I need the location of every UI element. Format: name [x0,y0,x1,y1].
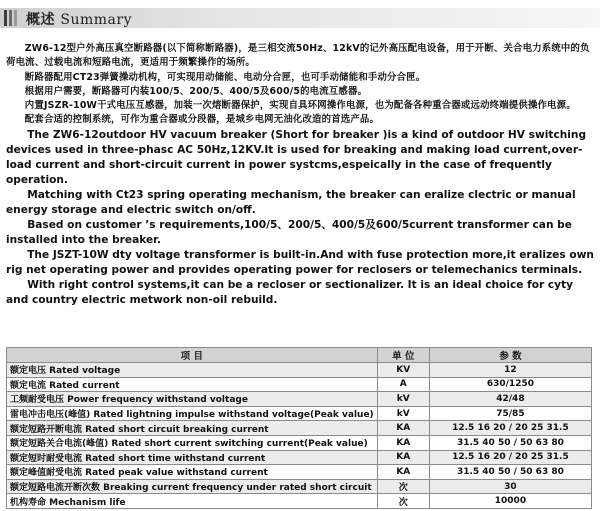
table-row [7,406,592,421]
table-row [7,377,592,392]
row-value: 30 [429,479,591,494]
row-item: 额定峰值耐受电流 Rated peak value withstand current [7,465,378,480]
row-item: 额定短时耐受电流 Rated short time withstand current [7,450,378,465]
row-unit: kV [377,406,429,421]
row-value: 12 [429,363,591,378]
row-item: 机构寿命 Mechanism life [7,494,378,509]
paragraph-zh: ZW6-12型户外高压真空断路器(以下简称断路器)，是三相交流50Hz、12kV的记外高压配电设备，用于开断、关合电力系统中的负荷电流、过载电流和短路电流，更适用于频繁操作的场所。 [6,43,590,69]
row-unit: 次 [377,494,429,509]
paragraph-en: With right control systems,it can be a recloser or sectionalizer. It is an ideal choice for cyty and country electric metwork non-oil rebuild. [6,278,574,306]
header-value: 参 数 [429,348,591,363]
table-row [7,450,592,465]
paragraph-zh: 根据用户需要，断路器可内装100/5、200/5、400/5及600/5的电流互感器。 [24,85,368,97]
row-value: 31.5 40 50 / 50 63 80 [429,465,591,480]
table-row [7,392,592,407]
row-item: 额定短路电流开断次数 Breaking current frequency under rated short circuit [7,479,378,494]
header-item: 项 目 [7,348,378,363]
row-unit: A [377,377,429,392]
row-unit: kV [377,392,429,407]
paragraph-zh: 内置JSZR-10W干式电压互感器，加装一次熔断器保护，实现自具环网操作电源，也为配备各种重合器或远动终端提供操作电源。 [24,100,576,112]
row-unit: KA [377,465,429,480]
table-row [7,479,592,494]
row-unit: KV [377,363,429,378]
paragraph-zh: 配套合适的控制系统，可作为重合器或分段器，是城乡电网无油化改造的首选产品。 [24,114,380,126]
row-item: 工频耐受电压 Power frequency withstand voltage [7,392,378,407]
section-header [0,0,600,36]
table-row [7,363,592,378]
section-title [26,9,132,29]
row-value: 42/48 [429,392,591,407]
row-item: 额定短路开断电流 Rated short circuit breaking current [7,421,378,436]
row-unit: KA [377,450,429,465]
header-marker-icon [4,10,17,26]
row-item: 额定电流 Rated current [7,377,378,392]
row-value: 75/85 [429,406,591,421]
row-item: 雷电冲击电压(峰值) Rated lightning impulse withstand voltage(Peak value) [7,406,378,421]
row-item: 额定短路关合电流(峰值) Rated short current switching current(Peak value) [7,435,378,450]
paragraph-zh: 断路器配用CT23弹簧操动机构，可实现用动储能、电动分合匣，也可手动储能和手动分合匣。 [24,71,426,83]
paragraph-en: Matching with Ct23 spring operating mechanism, the breaker can eralize clectric or manual energy storage and electric switch on/off. [6,188,576,216]
table-row [7,465,592,480]
row-item: 额定电压 Rated voltage [7,363,378,378]
table-row [7,494,592,509]
row-value: 630/1250 [429,377,591,392]
header-unit: 单 位 [377,348,429,363]
title-zh: 概述 [26,12,55,28]
paragraph-en: Based on customer ’s requirements,100/5、200/5、400/5及600/5current transformer can be installed into the breaker. [6,218,572,246]
row-value: 31.5 40 50 / 50 63 80 [429,435,591,450]
table-row [7,421,592,436]
paragraph-en: The JSZT-10W dty voltage transformer is built-in.And with fuse protection more,it eralizes own rig net operating power and provides operating power for reclosers or telemechanics terminals. [6,248,594,276]
summary-text [6,42,594,308]
table-header-row [7,348,592,363]
row-value: 12.5 16 20 / 20 25 31.5 [429,421,591,436]
paragraph-en: The ZW6-12outdoor HV vacuum breaker (Short for breaker )is a kind of outdoor HV switching devices used in three-phasc AC 50Hz,12KV.It is used for breaking and making load current,over-load current and short-circuit current in power systcms,espeically in the case of frequently operation. [6,128,587,186]
spec-table [6,347,592,509]
table-row [7,435,592,450]
title-en: Summary [60,12,132,28]
row-unit: KA [377,435,429,450]
row-unit: KA [377,421,429,436]
row-unit: 次 [377,479,429,494]
row-value: 10000 [429,494,591,509]
row-value: 12.5 16 20 / 20 25 31.5 [429,450,591,465]
